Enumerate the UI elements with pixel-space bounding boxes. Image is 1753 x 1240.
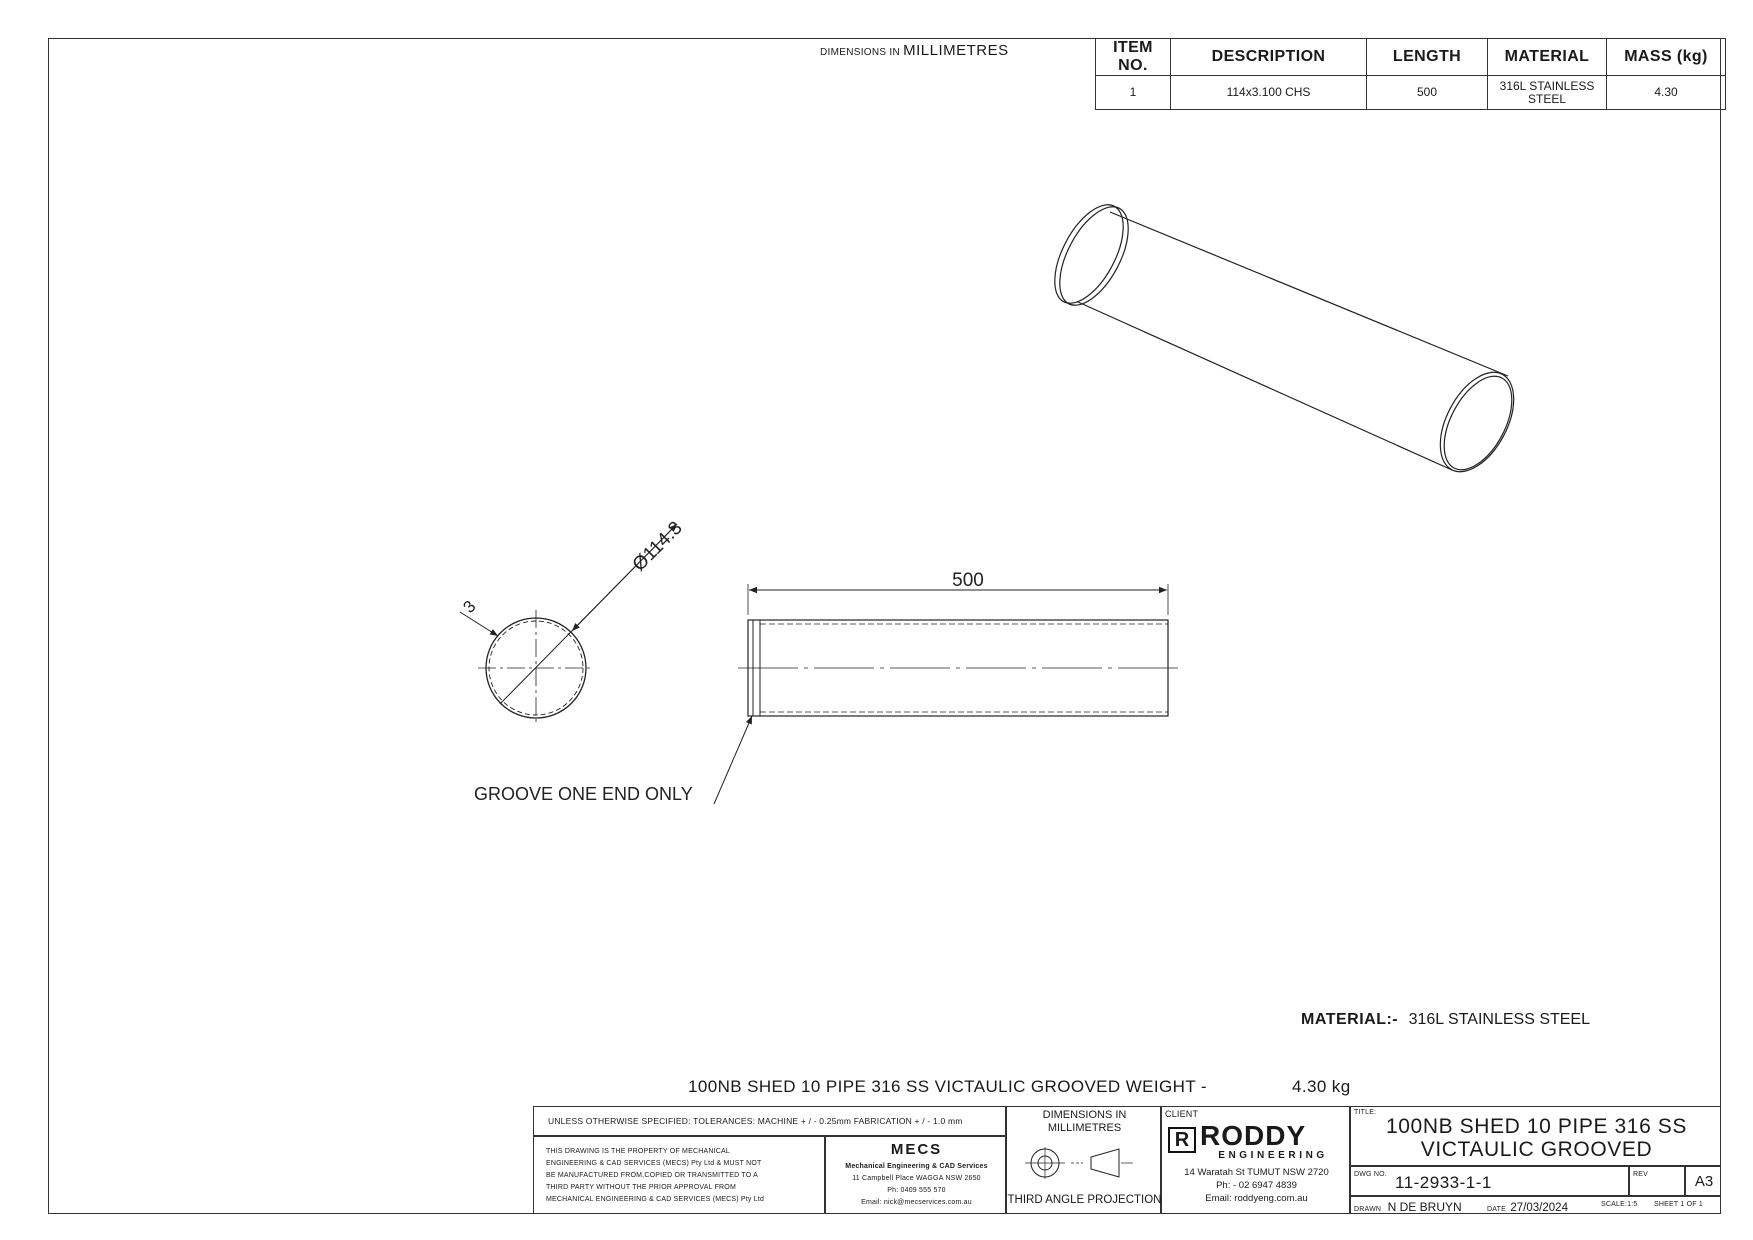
bom-cell-item: 1	[1096, 76, 1171, 110]
bom-cell-mass: 4.30	[1607, 76, 1726, 110]
drawn-info	[1354, 1198, 1462, 1216]
property-line: THIRD PARTY WITHOUT THE PRIOR APPROVAL FROM	[546, 1184, 736, 1191]
material-value: 316L STAINLESS STEEL	[1408, 1011, 1590, 1028]
third-angle-symbol-icon	[1021, 1145, 1149, 1181]
bom-col-item: ITEM NO.	[1096, 39, 1171, 76]
dimensions-units-tb: MILLIMETRES	[1047, 1122, 1122, 1134]
dwg-no-box	[1350, 1166, 1629, 1196]
tolerances-box	[533, 1106, 1006, 1136]
sheet-number: SHEET 1 OF 1	[1654, 1201, 1703, 1208]
bom-material-line1: 316L STAINLESS	[1499, 78, 1595, 93]
roddy-subtitle: ENGINEERING	[1218, 1150, 1328, 1161]
drawn-by: N DE BRUYN	[1387, 1200, 1462, 1214]
client-box	[1161, 1106, 1350, 1214]
roddy-line: Ph: - 02 6947 4839	[1216, 1180, 1297, 1191]
roddy-contact	[1162, 1166, 1351, 1205]
property-line: MECHANICAL ENGINEERING & CAD SERVICES (MECS) Pty Ltd	[546, 1196, 765, 1203]
dwg-no-label: DWG NO.	[1354, 1171, 1387, 1178]
drawing-date: 27/03/2024	[1510, 1202, 1568, 1214]
property-statement	[546, 1146, 764, 1206]
roddy-r-logo-icon: R	[1168, 1127, 1196, 1153]
property-box	[533, 1136, 825, 1214]
bom-col-material: MATERIAL	[1488, 39, 1607, 76]
isometric-pipe-view	[1041, 194, 1529, 484]
groove-leader	[714, 716, 752, 804]
iso-top-edge	[1110, 212, 1508, 376]
scale: SCALE:1:5	[1601, 1201, 1638, 1208]
projection-box	[1006, 1106, 1161, 1214]
weight-value: 4.30 kg	[1292, 1077, 1351, 1096]
roddy-line: Email: roddyeng.com.au	[1205, 1193, 1308, 1204]
groove-note: GROOVE ONE END ONLY	[474, 784, 693, 804]
size-box	[1685, 1166, 1721, 1196]
property-line: THIS DRAWING IS THE PROPERTY OF MECHANICAL	[546, 1148, 730, 1155]
dimensions-in: DIMENSIONS IN	[1042, 1109, 1127, 1121]
material-note	[1301, 1011, 1590, 1029]
dimensions-units: MILLIMETRES	[903, 42, 1009, 59]
mecs-line: Ph: 0409 555 570	[887, 1187, 946, 1194]
bom-cell-length: 500	[1367, 76, 1488, 110]
rev-box	[1629, 1166, 1685, 1196]
mecs-contact	[826, 1161, 1007, 1209]
roddy-line: 14 Waratah St TUMUT NSW 2720	[1184, 1167, 1329, 1178]
weight-label: 100NB SHED 10 PIPE 316 SS VICTAULIC GROOVED WEIGHT -	[688, 1077, 1207, 1096]
bom-col-description: DESCRIPTION	[1171, 39, 1367, 76]
mecs-line: Mechanical Engineering & CAD Services	[845, 1163, 988, 1170]
title-line-2: VICTAULIC GROOVED	[1420, 1138, 1653, 1161]
roddy-logo: RODDY	[1200, 1120, 1307, 1151]
wall-leader	[460, 612, 498, 636]
title-box	[1350, 1106, 1721, 1166]
rev-label: REV	[1633, 1171, 1648, 1178]
drawn-label: DRAWN	[1354, 1206, 1382, 1213]
bom-col-length: LENGTH	[1367, 39, 1488, 76]
side-view	[714, 584, 1178, 804]
property-line: BE MANUFACTURED FROM,COPIED OR TRANSMITTED TO A	[546, 1172, 759, 1179]
tolerances-text: UNLESS OTHERWISE SPECIFIED: TOLERANCES: MACHINE + / - 0.25mm FABRICATION + / - 1.0 mm	[548, 1116, 963, 1126]
material-label: MATERIAL:-	[1301, 1011, 1399, 1028]
dwg-no: 11-2933-1-1	[1395, 1173, 1492, 1192]
mecs-line: Email: nick@mecservices.com.au	[861, 1199, 972, 1206]
mecs-logo: MECS	[890, 1141, 943, 1158]
mecs-box	[825, 1136, 1006, 1214]
date-info	[1487, 1198, 1568, 1216]
iso-bottom-edge	[1078, 302, 1452, 470]
dimensions-prefix: DIMENSIONS IN	[820, 47, 901, 58]
bom-col-mass: MASS (kg)	[1607, 39, 1726, 76]
title-line-1: 100NB SHED 10 PIPE 316 SS	[1386, 1115, 1687, 1138]
property-line: ENGINEERING & CAD SERVICES (MECS) Pty Ltd & MUST NOT	[546, 1160, 762, 1167]
projection-label: THIRD ANGLE PROJECTION	[1007, 1194, 1162, 1206]
date-label: DATE	[1487, 1206, 1506, 1213]
sheet-size: A3	[1694, 1173, 1714, 1190]
title-label: TITLE:	[1354, 1109, 1377, 1116]
bom-cell-description: 114x3.100 CHS	[1171, 76, 1367, 110]
bom-material-line2: STEEL	[1527, 91, 1566, 106]
drawn-row	[1350, 1196, 1721, 1214]
title-block-dimensions	[1007, 1109, 1162, 1135]
client-label: CLIENT	[1165, 1109, 1199, 1119]
length-dimension: 500	[952, 570, 984, 591]
mecs-line: 11 Campbell Place WAGGA NSW 2650	[852, 1175, 981, 1182]
wall-dimension: 3	[459, 596, 480, 617]
diameter-dimension: Ø114.3	[628, 517, 687, 576]
